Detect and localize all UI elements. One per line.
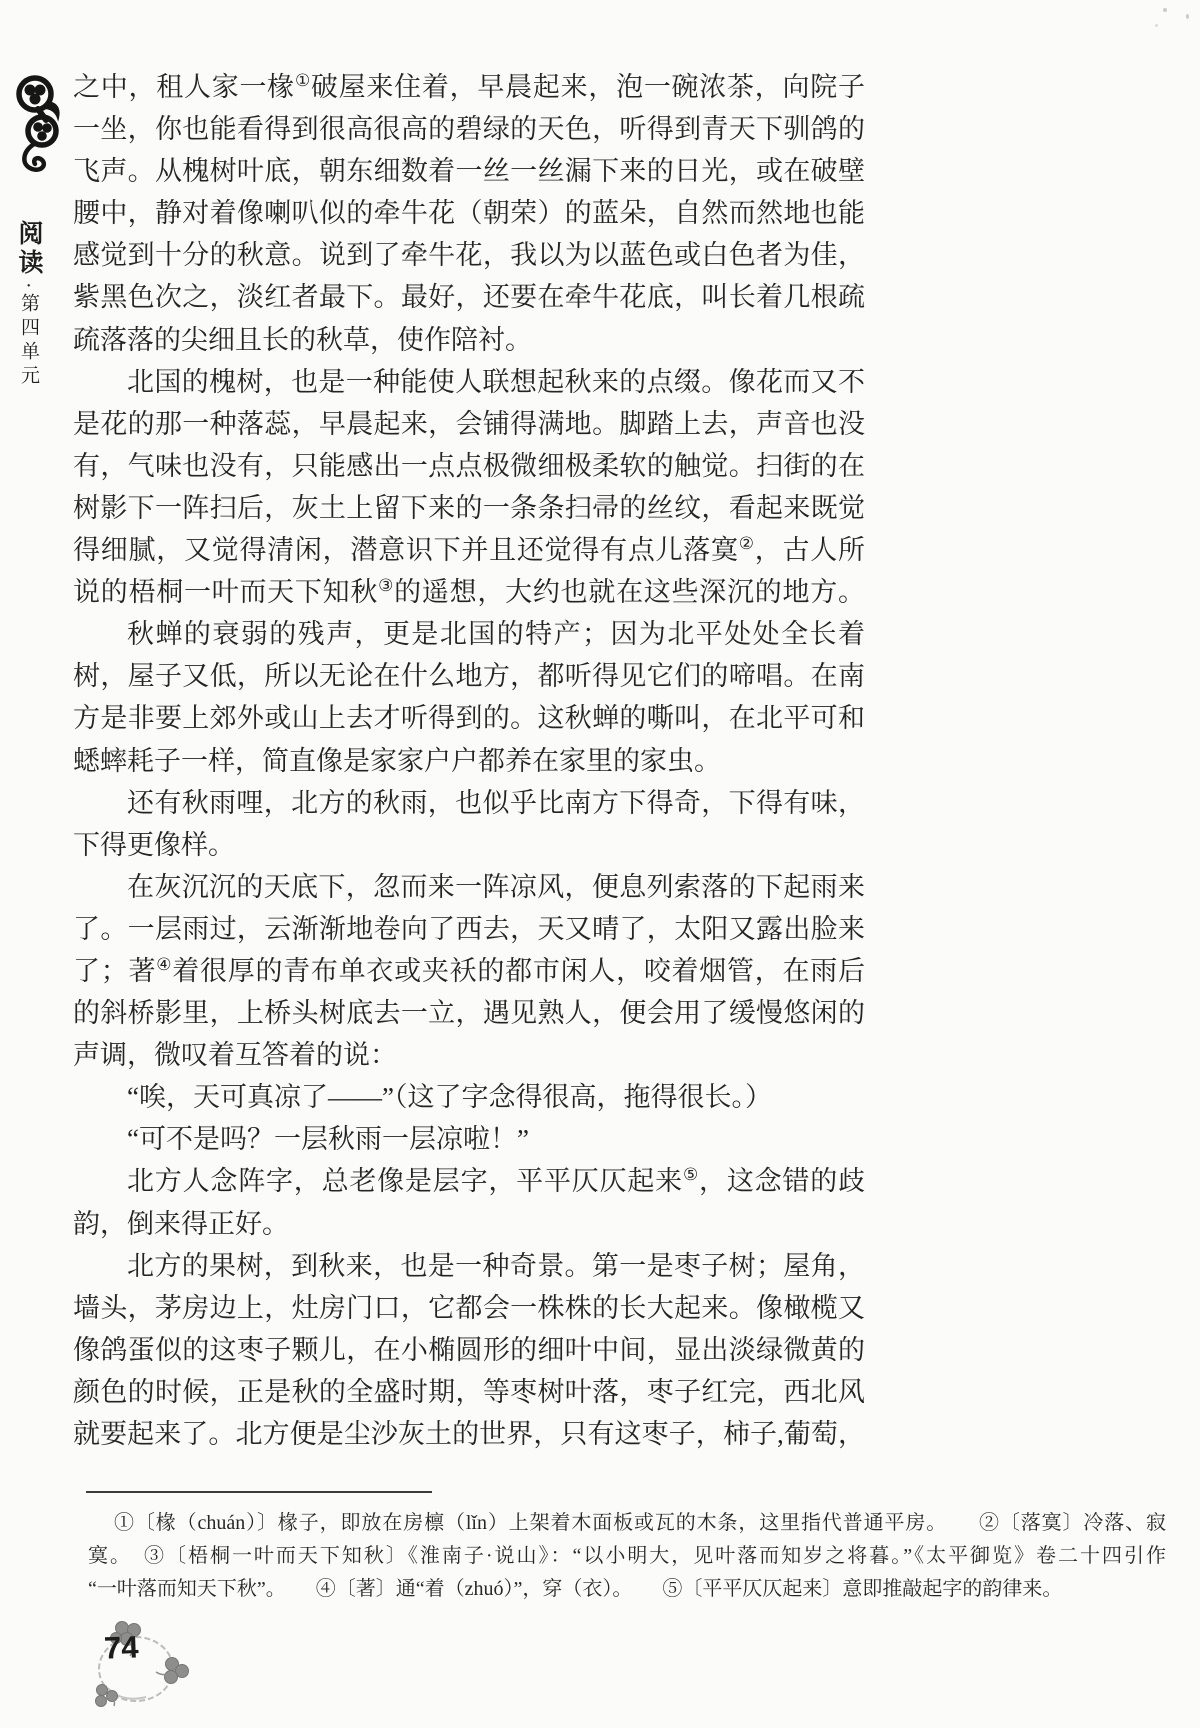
- body-line: 树影下一阵扫后，灰土上留下来的一条条扫帚的丝纹，看起来既觉: [73, 492, 865, 523]
- body-line: 一坐，你也能看得到很高很高的碧绿的天色，听得到青天下驯鸽的: [73, 114, 865, 145]
- body-text: [73, 66, 865, 1455]
- body-line: 是花的那一种落蕊，早晨起来，会铺得满地。脚踏上去，声音也没: [73, 408, 865, 439]
- body-line: 秋蝉的衰弱的残声，更是北国的特产；因为北平处处全长着: [127, 619, 865, 650]
- footnote-ref: ③: [378, 576, 395, 596]
- body-line: 了；著④着很厚的青布单衣或夹袄的都市闲人，咬着烟管，在雨后: [73, 954, 866, 986]
- body-line: 墙头，茅房边上，灶房门口，它都会一株株的长大起来。像橄榄又: [73, 1292, 865, 1323]
- body-line: 北国的槐树，也是一种能使人联想起秋来的点缀。像花而又不: [127, 366, 865, 397]
- body-line: 得细腻，又觉得清闲，潜意识下并且还觉得有点儿落寞②，古人所: [73, 534, 866, 566]
- footnote-ref: ①: [294, 71, 311, 90]
- body-line: 北方的果树，到秋来，也是一种奇景。第一是枣子树；屋角，: [127, 1250, 865, 1281]
- scan-speck: [1163, 8, 1167, 12]
- body-line: 的斜桥影里，上桥头树底去一立，遇见熟人，便会用了缓慢悠闲的: [73, 998, 865, 1029]
- body-line: 还有秋雨哩，北方的秋雨，也似乎比南方下得奇，下得有味，: [127, 787, 865, 818]
- body-line: 树，屋子又低，所以无论在什么地方，都听得见它们的啼唱。在南: [73, 661, 865, 692]
- body-line: 疏落落的尖细且长的秋草，使作陪衬。: [73, 324, 532, 355]
- body-line: 北方人念阵字，总老像是层字，平平仄仄起来⑤，这念错的歧: [127, 1165, 866, 1197]
- body-line: 在灰沉沉的天底下，忽而来一阵凉风，便息列索落的下起雨来: [127, 871, 865, 902]
- body-line: 有，气味也没有，只能感出一点点极微细极柔软的触觉。扫街的在: [73, 450, 865, 481]
- body-line: 方是非要上郊外或山上去才听得到的。这秋蝉的嘶叫，在北平可和: [73, 703, 865, 734]
- body-line: 下得更像样。: [73, 829, 235, 860]
- footnote-line: “一叶落而知天下秋”。 ④〔著〕通“着（zhuó）”，穿（衣）。 ⑤〔平平仄仄起来〕意即推敲起字的韵律来。: [88, 1578, 1063, 1600]
- body-line: 紫黑色次之，淡红者最下。最好，还要在牵牛花底，叫长着几根疏: [73, 282, 865, 313]
- body-line: 之中，租人家一椽①破屋来住着，早晨起来，泡一碗浓茶，向院子: [73, 71, 866, 102]
- body-line: 蟋蟀耗子一样，简直像是家家户户都养在家里的家虫。: [73, 745, 721, 776]
- footnote-line: ①〔椽（chuán）〕椽子，即放在房檩（lǐn）上架着木面板或瓦的木条，这里指代普通平房。 ②〔落寞〕冷落、寂: [114, 1512, 1166, 1534]
- scan-speck: [1155, 24, 1158, 27]
- sidebar-unit-name: 第四单元: [18, 292, 39, 389]
- body-line: 了。一层雨过，云渐渐地卷向了西去，天又晴了，太阳又露出脸来: [73, 913, 865, 944]
- body-line: “可不是吗？一层秋雨一层凉啦！”: [127, 1124, 529, 1155]
- footnote-ref: ②: [738, 534, 755, 554]
- sidebar-separator-dot: ·: [17, 282, 39, 289]
- body-line: 感觉到十分的秋意。说到了牵牛花，我以为以蓝色或白色者为佳，: [73, 240, 865, 271]
- page-number-ornament-icon: [80, 1616, 204, 1714]
- scan-speck: [1186, 14, 1189, 19]
- sidebar-unit-label: [16, 220, 41, 389]
- page-number: 74: [103, 1629, 140, 1666]
- body-line: 就要起来了。北方便是尘沙灰土的世界，只有这枣子，柿子,葡萄，: [73, 1419, 865, 1449]
- body-line: 说的梧桐一叶而天下知秋③的遥想，大约也就在这些深沉的地方。: [73, 576, 865, 608]
- footnote-line: 寞。 ③〔梧桐一叶而天下知秋〕《淮南子·说山》：“以小明大，见叶落而知岁之将暮。”《太平御览》卷二十四引作: [88, 1545, 1166, 1567]
- body-line: “唉，天可真凉了——”（这了字念得很高，拖得很长。）: [127, 1082, 772, 1113]
- footnote-ref: ⑤: [682, 1165, 700, 1185]
- sidebar-section-title: 阅读: [15, 220, 42, 278]
- page-number-area: [80, 1616, 204, 1714]
- corner-ornament-icon: [8, 68, 66, 176]
- footnote-separator: [86, 1491, 432, 1493]
- body-line: 飞声。从槐树叶底，朝东细数着一丝一丝漏下来的日光，或在破壁: [73, 156, 865, 187]
- body-line: 声调，微叹着互答着的说：: [73, 1040, 397, 1071]
- footnote-ref: ④: [156, 954, 173, 974]
- body-line: 像鸽蛋似的这枣子颗儿，在小椭圆形的细叶中间，显出淡绿微黄的: [73, 1334, 865, 1365]
- body-line: 韵，倒来得正好。: [73, 1208, 289, 1239]
- footnotes: [88, 1507, 1166, 1606]
- body-line: 腰中，静对着像喇叭似的牵牛花（朝荣）的蓝朵，自然而然地也能: [73, 198, 865, 229]
- body-line: 颜色的时候，正是秋的全盛时期，等枣树叶落，枣子红完，西北风: [73, 1376, 865, 1407]
